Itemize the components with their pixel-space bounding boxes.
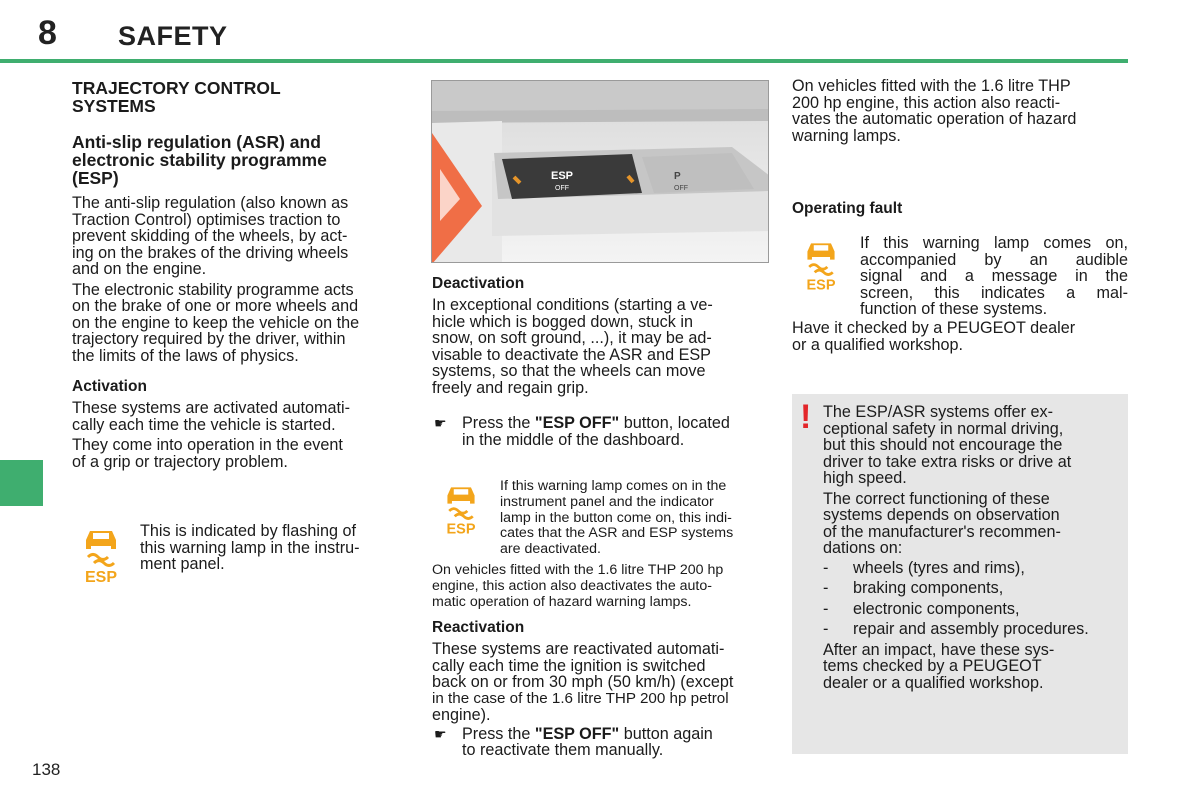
esp-off-warning-lamp-icon [442,482,480,538]
activation-heading: Activation [72,378,147,395]
list-item: - repair and assembly procedures. [823,620,1089,638]
svg-text:ESP: ESP [84,569,118,585]
chapter-number: 8 [38,14,57,52]
svg-text:OFF: OFF [555,185,569,192]
notice-paragraph-1: The ESP/ASR systems offer ex- ceptional safety in normal driving, but this should not encourage the driver to take extra risks or drive at high speed. [823,403,1072,487]
list-item: - electronic components, [823,599,1020,618]
dashboard-button-photo [431,80,769,263]
svg-text:P: P [674,171,681,182]
deactivation-heading: Deactivation [432,275,525,292]
subsection-heading: Anti-slip regulation (ASR) and electronic stability programme (ESP) [72,132,327,188]
esp-off-lamp-text: If this warning lamp comes on in the instrument panel and the indicator lamp in the button come on, this indi- cates that the ASR and ESP systems are deactivated. [500,478,734,558]
list-item: - wheels (tyres and rims), [823,558,1025,577]
activation-paragraph-1: These systems are activated automati- cally each time the vehicle is started. [72,399,351,434]
column-1 [72,79,408,470]
esp-warning-lamp-icon [80,527,122,585]
press-esp-off-again-instruction: ☛ Press the "ESP OFF" button again to reactivate them manually. [434,724,713,759]
chapter-tab-marker [0,460,43,506]
fault-check-paragraph: Have it checked by a PEUGEOT dealer or a qualified workshop. [792,319,1076,354]
thp-deactivation-note: On vehicles fitted with the 1.6 litre THP 200 hp engine, this action also deactivates the auto- matic operation of hazard warning lamps. [432,562,724,610]
section-heading: TRAJECTORY CONTROL SYSTEMS [72,78,281,116]
esp-skid-icon [802,238,840,294]
notice-paragraph-2: The correct functioning of these systems depends on observation of the manufacturer's recommen- dations on: [823,489,1061,557]
thp-reactivation-paragraph: On vehicles fitted with the 1.6 litre THP 200 hp engine, this action also reacti- vates the automatic operation of hazard warning lamps. [792,77,1077,145]
reactivation-section [432,619,768,759]
esp-skid-icon [80,527,122,585]
asr-paragraph: The anti-slip regulation (also known as Traction Control) optimises traction to prevent skidding of the wheels, by act- ing on the brakes of the driving wheels and on the engine. [72,194,349,278]
header-rule [0,59,1128,63]
pointing-hand-icon: ☛ [434,725,447,742]
column-2 [432,275,768,448]
svg-text:ESP: ESP [446,521,476,538]
press-esp-off-instruction: ☛ Press the "ESP OFF" button, located in the middle of the dashboard. [434,414,730,449]
page-number: 138 [32,760,61,779]
notice-paragraph-3: After an impact, have these sys- tems checked by a PEUGEOT dealer or a qualified workshop. [823,640,1055,692]
esp-off-button-illustration [432,81,769,263]
chapter-title: SAFETY [118,21,228,51]
lamp-indication-text: This is indicated by flashing of this warning lamp in the instru- ment panel. [140,522,360,573]
notice-text [823,404,1120,691]
fault-lamp-text: If this warning lamp comes on, accompanied by an audible signal and a message in the screen, this indicates a mal- function of these systems. [860,234,1128,318]
reactivation-paragraph: These systems are reactivated automati- cally each time the ignition is switched back on or from 30 mph (50 km/h) (except in the case of the 1.6 litre THP 200 hp petrol engine). [432,640,734,724]
esp-skid-icon [442,482,480,538]
list-item: - braking components, [823,579,1004,597]
operating-fault-heading: Operating fault [792,200,903,217]
reactivation-heading: Reactivation [432,619,525,636]
activation-paragraph-2: They come into operation in the event of a grip or trajectory problem. [72,436,343,471]
deactivation-paragraph: In exceptional conditions (starting a ve- hicle which is bogged down, stuck in snow, on soft ground, ...), it may be ad- visable to deactivate the ASR and ESP systems, so that the wheels can move freely and regain grip. [432,296,713,397]
esp-fault-warning-lamp-icon [802,238,840,294]
esp-paragraph: The electronic stability programme acts on the brake of one or more wheels and on the engine to keep the vehicle on the trajectory required by the driver, within the limits of the laws of physics. [72,280,360,365]
exclamation-icon: ! [800,398,812,436]
svg-text:OFF: OFF [674,185,688,192]
pointing-hand-icon: ☛ [434,415,447,431]
svg-text:ESP: ESP [806,277,836,294]
svg-text:ESP: ESP [550,170,574,182]
column-3 [792,78,1128,218]
